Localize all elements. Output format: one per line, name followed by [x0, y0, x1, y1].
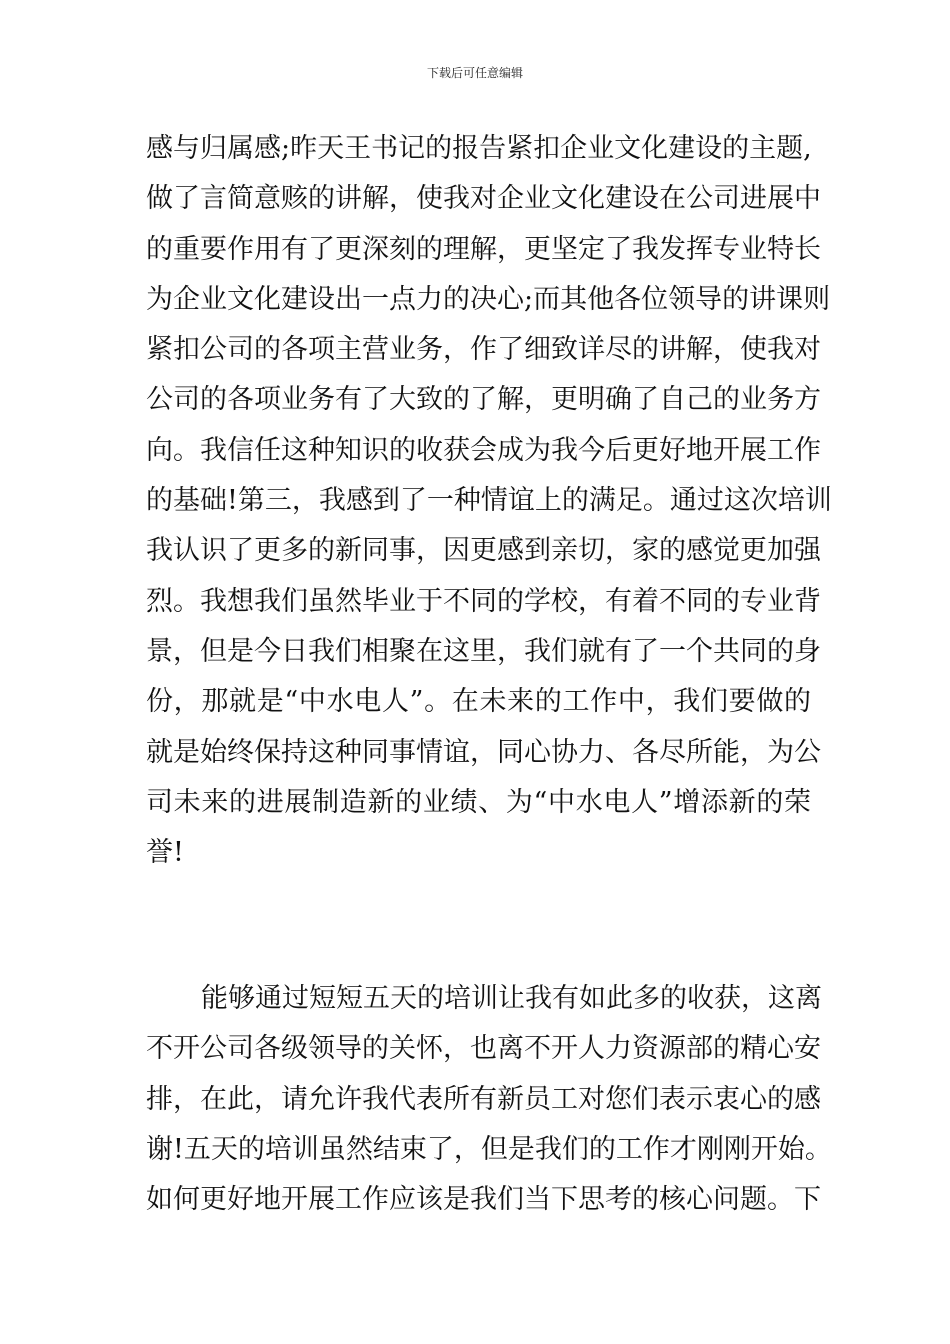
page-header: 下载后可任意编辑 — [426, 66, 523, 80]
text-line: 做了言简意赅的讲解，使我对企业文化建设在公司进展中 — [146, 183, 821, 215]
text-line: 份，那就是“中水电人”。在未来的工作中，我们要做的 — [146, 686, 811, 718]
text-line: 排，在此，请允许我代表所有新员工对您们表示衷心的感 — [146, 1083, 821, 1115]
paragraph-1 — [146, 124, 832, 878]
text-line: 誉! — [146, 837, 184, 869]
text-line: 的重要作用有了更深刻的理解，更坚定了我发挥专业特长 — [146, 233, 821, 265]
text-line: 不开公司各级领导的关怀，也离不开人力资源部的精心安 — [146, 1033, 821, 1065]
text-line: 谢!五天的培训虽然结束了，但是我们的工作才刚刚开始。 — [146, 1133, 832, 1165]
text-line: 景，但是今日我们相聚在这里，我们就有了一个共同的身 — [146, 635, 821, 667]
text-line: 向。我信任这种知识的收获会成为我今后更好地开展工作 — [146, 434, 821, 466]
text-line: 就是始终保持这种同事情谊，同心协力、各尽所能，为公 — [146, 736, 821, 768]
text-line: 为企业文化建设出一点力的决心;而其他各位领导的讲课则 — [146, 283, 831, 315]
text-line: 烈。我想我们虽然毕业于不同的学校，有着不同的专业背 — [146, 585, 821, 617]
text-line: 紧扣公司的各项主营业务，作了细致详尽的讲解，使我对 — [146, 334, 821, 366]
text-line: 我认识了更多的新同事，因更感到亲切，家的感觉更加强 — [146, 535, 821, 567]
text-line: 感与归属感;昨天王书记的报告紧扣企业文化建设的主题, — [146, 133, 812, 164]
text-line: 的基础!第三，我感到了一种情谊上的满足。通过这次培训 — [146, 485, 832, 517]
paragraph-2 — [146, 974, 832, 1225]
text-line: 能够通过短短五天的培训让我有如此多的收获，这离 — [201, 983, 822, 1014]
text-line: 司未来的进展制造新的业绩、为“中水电人”增添新的荣 — [146, 786, 811, 818]
text-line: 公司的各项业务有了大致的了解，更明确了自己的业务方 — [146, 384, 821, 416]
text-line: 如何更好地开展工作应该是我们当下思考的核心问题。下 — [146, 1184, 821, 1216]
